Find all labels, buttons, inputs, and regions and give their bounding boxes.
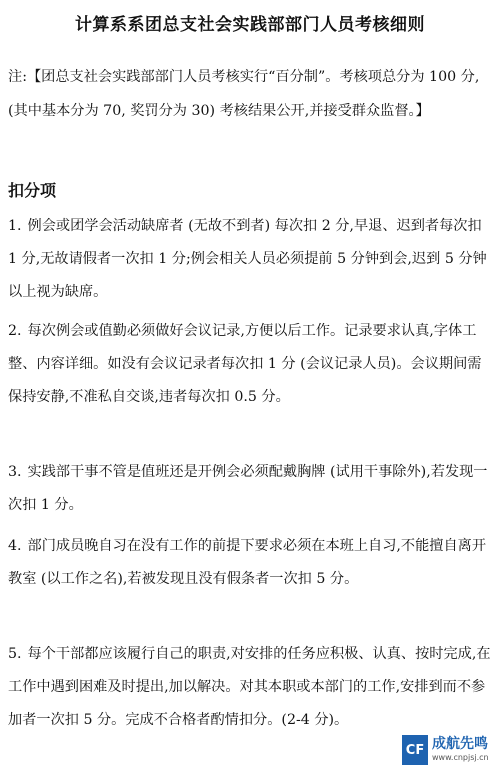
list-item-1 bbox=[8, 210, 494, 309]
item-text: 部门成员晚自习在没有工作的前提下要求必须在本班上自习,不能擅自离开教室 (以工作之名),若被发现且没有假条者一次扣 5 分。 bbox=[8, 538, 487, 587]
logo-icon: CF bbox=[402, 735, 428, 765]
watermark-logo bbox=[402, 731, 496, 769]
item-number: 4. bbox=[8, 538, 22, 554]
list-item-4 bbox=[8, 530, 494, 596]
item-text: 每个干部都应该履行自己的职责,对安排的任务应积极、认真、按时完成,在工作中遇到困难及时提出,加以解决。对其本职或本部门的工作,安排到而不参加者一次扣 5 分。完成不合格者酌情扣分。(2-4 分)。 bbox=[8, 646, 491, 728]
item-number: 3. bbox=[8, 464, 22, 480]
logo-url: www.cnpjsj.cn bbox=[432, 753, 489, 762]
list-item-2 bbox=[8, 315, 494, 414]
item-number: 1. bbox=[8, 218, 22, 234]
item-text: 实践部干事不管是值班还是开例会必须配戴胸牌 (试用干事除外),若发现一次扣 1 分。 bbox=[8, 464, 488, 513]
note-paragraph: 注:【团总支社会实践部部门人员考核实行“百分制”。考核项总分为 100 分,(其中基本分为 70, 奖罚分为 30) 考核结果公开,并接受群众监督。】 bbox=[8, 69, 480, 119]
logo-name: 成航先鸣 bbox=[432, 736, 488, 752]
item-text: 每次例会或值勤必须做好会议记录,方便以后工作。记录要求认真,字体工整、内容详细。如没有会议记录者每次扣 1 分 (会议记录人员)。会议期间需保持安静,不准私自交谈,违者每次扣 0.5 分。 bbox=[8, 323, 482, 405]
item-number: 2. bbox=[8, 323, 22, 339]
item-number: 5. bbox=[8, 646, 22, 662]
section-heading: 扣分项 bbox=[8, 181, 57, 200]
document-title: 计算系系团总支社会实践部部门人员考核细则 bbox=[75, 15, 425, 35]
list-item-5 bbox=[8, 638, 494, 737]
item-text: 例会或团学会活动缺席者 (无故不到者) 每次扣 2 分,早退、迟到者每次扣 1 分,无故请假者一次扣 1 分;例会相关人员必须提前 5 分钟到会,迟到 5 分钟以上视为缺席。 bbox=[8, 218, 487, 300]
list-item-3 bbox=[8, 456, 494, 522]
